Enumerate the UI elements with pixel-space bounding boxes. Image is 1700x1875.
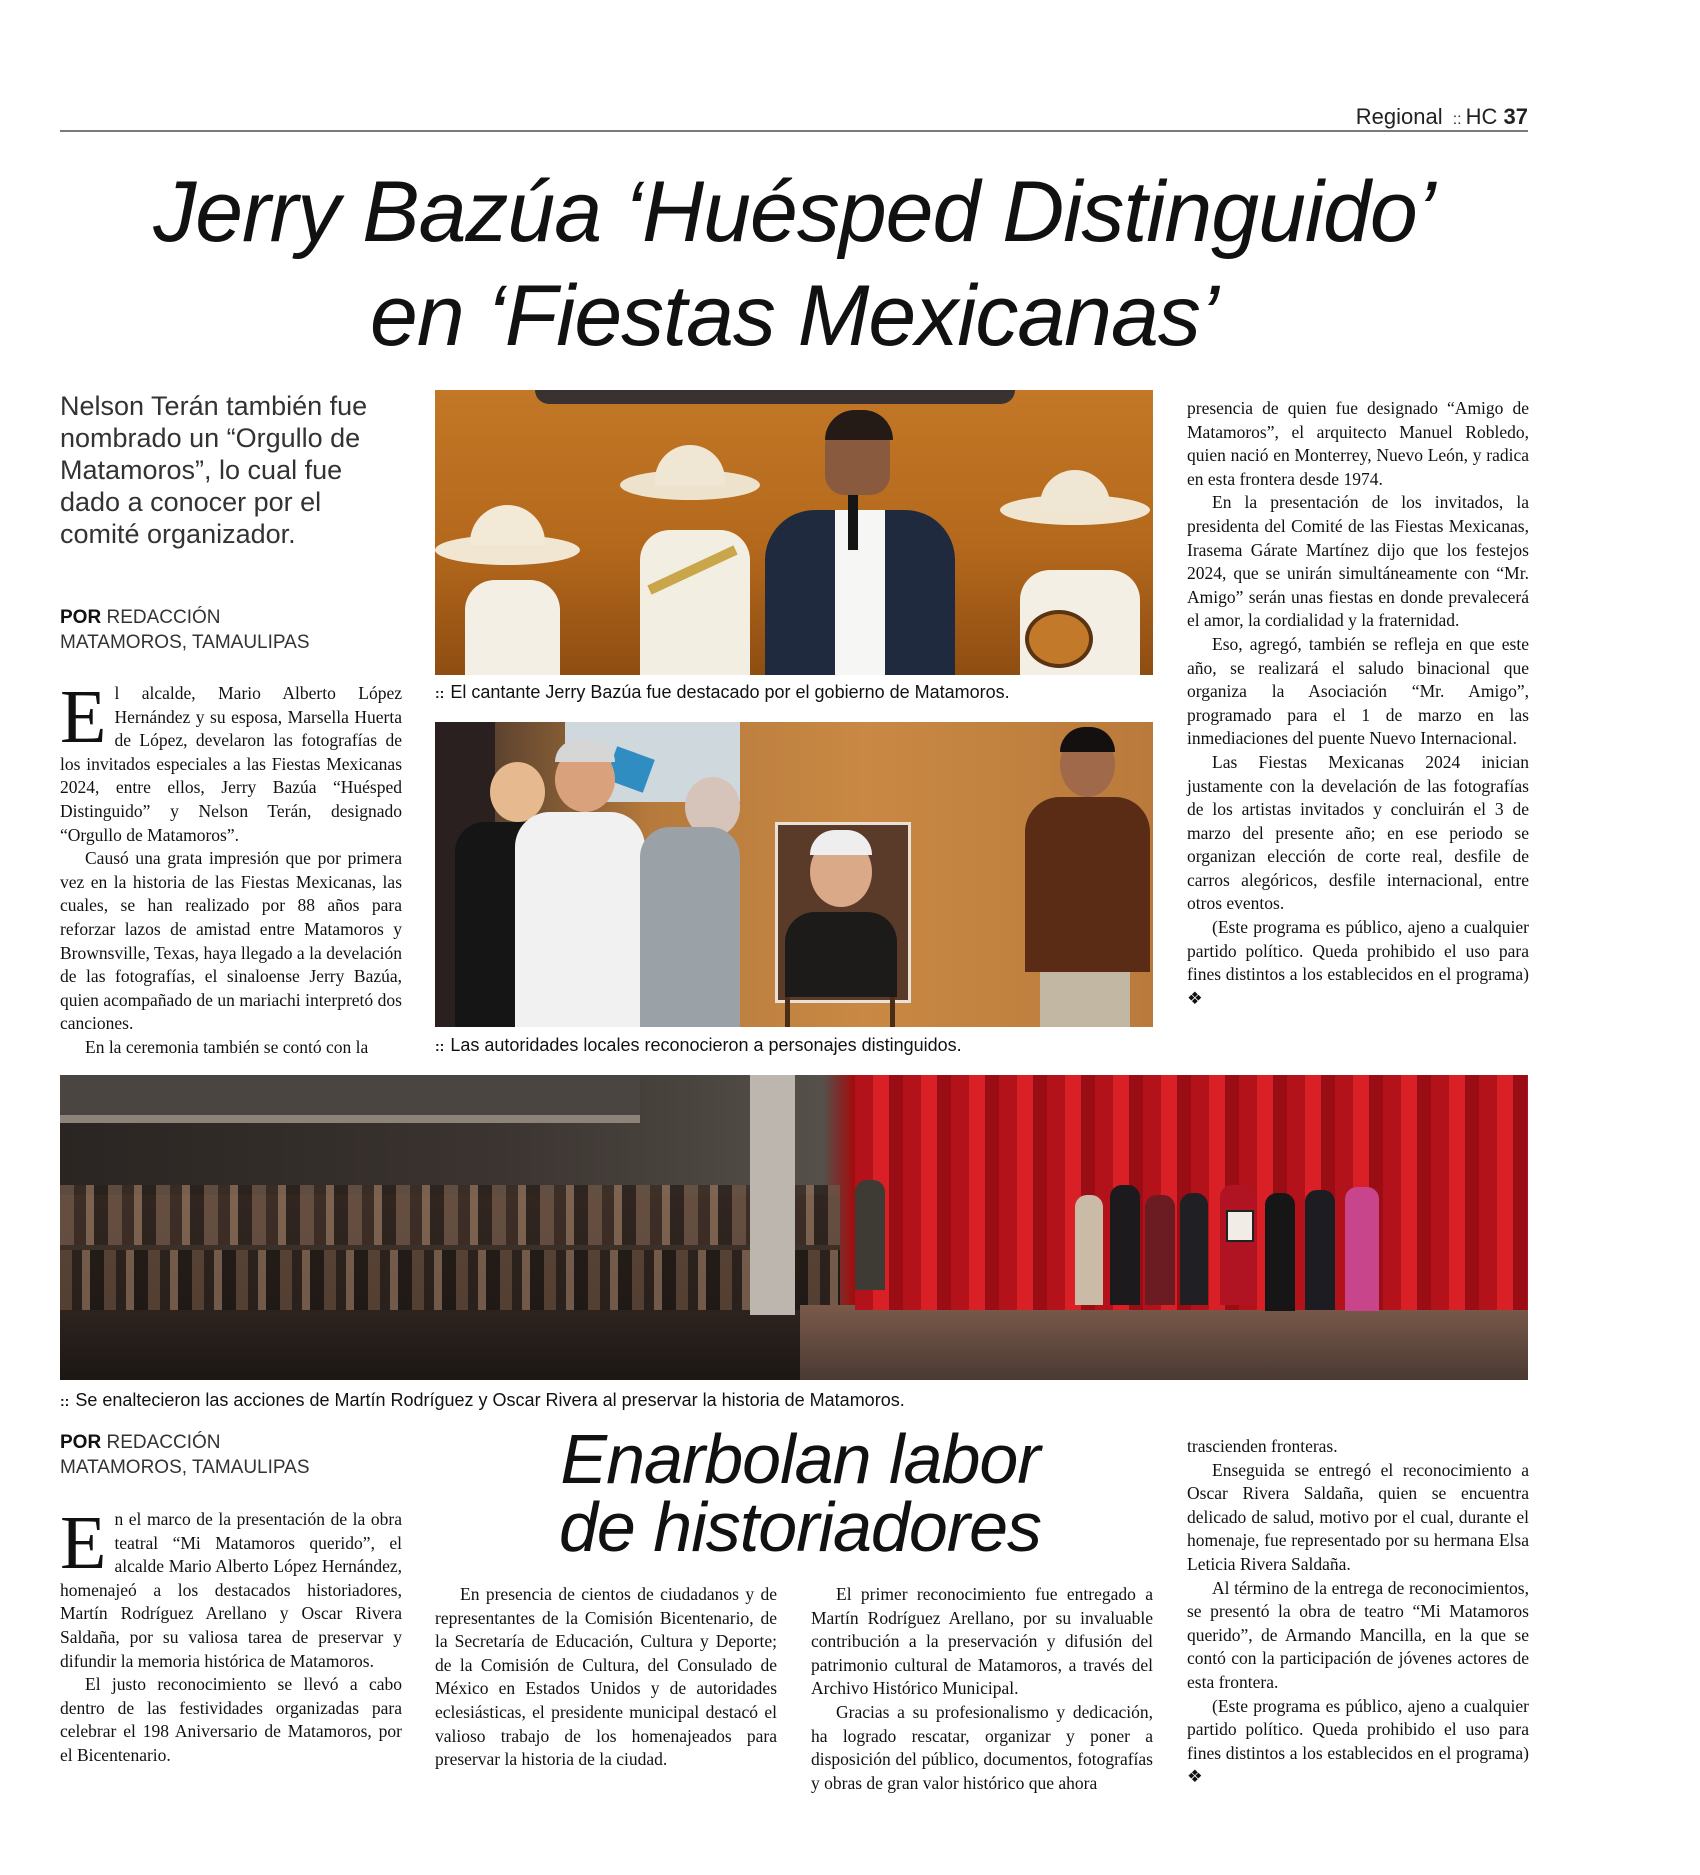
byline-location: MATAMOROS, TAMAULIPAS bbox=[60, 1457, 310, 1478]
byline-por: POR bbox=[60, 1432, 102, 1453]
article2-column-4 bbox=[1187, 1435, 1529, 1789]
article1-paragraph: (Este programa es público, ajeno a cualquier partido político. Queda prohibido el uso para fines distintos a los establecidos en el programa) ❖ bbox=[1187, 917, 1529, 1008]
byline-por: POR bbox=[60, 607, 102, 628]
caption-marker: :: bbox=[435, 1038, 445, 1054]
dropcap: E bbox=[60, 675, 107, 759]
article2-headline bbox=[470, 1420, 1130, 1566]
article1-headline-line2: en ‘Fiestas Mexicanas’ bbox=[370, 268, 1218, 364]
caption-text: El cantante Jerry Bazúa fue destacado por el gobierno de Matamoros. bbox=[450, 682, 1010, 702]
header-separator: :: bbox=[1452, 111, 1462, 128]
article2-headline-line1: Enarbolan labor bbox=[560, 1420, 1040, 1498]
page-header bbox=[1356, 104, 1528, 130]
photo-portrait-unveiling bbox=[435, 722, 1153, 1027]
photo-caption-3 bbox=[60, 1390, 905, 1411]
article1-paragraph: Eso, agregó, también se refleja en que este año, se realizará el saludo binacional que organiza la Asociación “Mr. Amigo”, programado para el 1 de marzo en las inmediaciones del puente Nuevo Internacional. bbox=[1187, 633, 1529, 749]
article2-paragraph: El justo reconocimiento se llevó a cabo dentro de las festividades organizadas para celebrar el 198 Aniversario de Matamoros, por el Bicentenario. bbox=[60, 1674, 402, 1765]
photo-caption-1 bbox=[435, 682, 1010, 703]
caption-text: Se enaltecieron las acciones de Martín Rodríguez y Oscar Rivera al preservar la historia de Matamoros. bbox=[75, 1390, 905, 1410]
article2-byline bbox=[60, 1430, 310, 1480]
article2-paragraph: Enseguida se entregó el reconocimiento a Oscar Rivera Saldaña, quien se encuentra delicado de salud, motivo por el cual, durante el homenaje, fue representado por su hermana Elsa Leticia Rivera Saldaña. bbox=[1187, 1459, 1529, 1574]
section-name: Regional bbox=[1355, 104, 1443, 129]
article2-column-3 bbox=[811, 1583, 1153, 1795]
article2-paragraph: El primer reconocimiento fue entregado a Martín Rodríguez Arellano, por su invaluable contribución a la preservación y difusión del patrimonio cultural de Matamoros, a través del Archivo Histórico Municipal. bbox=[811, 1584, 1153, 1699]
article1-column-3 bbox=[1187, 397, 1529, 1010]
paper-abbrev: HC bbox=[1465, 104, 1498, 129]
byline-author: REDACCIÓN bbox=[106, 607, 221, 628]
article2-column-2 bbox=[435, 1583, 777, 1772]
dropcap: E bbox=[60, 1501, 107, 1585]
article1-deck: Nelson Terán también fue nombrado un “Orgullo de Matamoros”, lo cual fue dado a conocer por el comité organizador. bbox=[60, 391, 368, 549]
page-number: 37 bbox=[1503, 104, 1528, 129]
article2-headline-line2: de historiadores bbox=[558, 1488, 1042, 1566]
article2-paragraph: En el marco de la presentación de la obra teatral “Mi Matamoros querido”, el alcalde Mario Alberto López Hernández, homenajeó a los destacados historiadores, Martín Rodríguez Arellano y Oscar Rivera Saldaña, por su valiosa tarea de preservar y difundir la memoria histórica de Matamoros. bbox=[60, 1501, 402, 1671]
photo-singer-mariachi bbox=[435, 390, 1153, 675]
article1-paragraph: En la presentación de los invitados, la presidenta del Comité de las Fiestas Mexicanas, Irasema Gárate Martínez dijo que los festejos 2024, que se unirán simultáneamente con “Mr. Amigo” serán unas fiestas en donde prevalecerá el amor, la cordialidad y la fraternidad. bbox=[1187, 492, 1529, 631]
header-rule bbox=[60, 130, 1528, 132]
article2-paragraph: Al término de la entrega de reconocimientos, se presentó la obra de teatro “Mi Matamoros querido”, de Armando Mancilla, en la que se contó con la participación de jóvenes actores de esta frontera. bbox=[1187, 1577, 1529, 1692]
caption-marker: :: bbox=[60, 1393, 70, 1409]
byline-location: MATAMOROS, TAMAULIPAS bbox=[60, 632, 310, 653]
article1-byline bbox=[60, 605, 310, 655]
byline-author: REDACCIÓN bbox=[106, 1432, 221, 1453]
article1-paragraph: En la ceremonia también se contó con la bbox=[85, 1036, 369, 1057]
article2-paragraph: (Este programa es público, ajeno a cualquier partido político. Queda prohibido el uso para fines distintos a los establecidos en el programa) ❖ bbox=[1187, 1695, 1529, 1787]
caption-marker: :: bbox=[435, 685, 445, 701]
article1-paragraph: Las Fiestas Mexicanas 2024 inician justamente con la develación de las fotografías de los artistas invitados y concluirán el 3 de marzo del presente año; en ese periodo se organizan elección de corte real, desfile de carros alegóricos, desfile internacional, entre otros eventos. bbox=[1187, 751, 1529, 914]
photo-theater-ceremony bbox=[60, 1075, 1528, 1380]
article1-paragraph: presencia de quien fue designado “Amigo de Matamoros”, el arquitecto Manuel Robledo, quien nació en Monterrey, Nuevo León, y radica en esta frontera desde 1974. bbox=[1187, 398, 1529, 489]
article1-headline bbox=[60, 160, 1528, 368]
article2-paragraph: En presencia de cientos de ciudadanos y de representantes de la Comisión Bicentenario, de la Secretaría de Educación, Cultura y Deporte; de la Comisión de Cultura, del Consulado de México en Estados Unidos y de autoridades eclesiásticas, el presidente municipal destacó el valioso trabajo de los homenajeados para preservar la historia de la ciudad. bbox=[435, 1584, 777, 1770]
article1-paragraph: Causó una grata impresión que por primera vez en la historia de las Fiestas Mexicanas, las cuales, se han realizado por 88 años para reforzar lazos de amistad entre Matamoros y Brownsville, Texas, haya llegado a la develación de las fotografías, el sinaloense Jerry Bazúa, quien acompañado de un mariachi interpretó dos canciones. bbox=[60, 848, 402, 1034]
article1-headline-line1: Jerry Bazúa ‘Huésped Distinguido’ bbox=[153, 164, 1435, 260]
article1-paragraph: El alcalde, Mario Alberto López Hernández y su esposa, Marsella Huerta de López, develaron las fotografías de los invitados especiales a las Fiestas Mexicanas 2024, entre ellos, Jerry Bazúa “Huésped Distinguido” y Nelson Terán, designado “Orgullo de Matamoros”. bbox=[60, 675, 402, 845]
article2-paragraph: Gracias a su profesionalismo y dedicación, ha logrado rescatar, organizar y poner a disposición del público, documentos, fotografías y obras de gran valor histórico que ahora bbox=[811, 1701, 1153, 1793]
article2-column-1 bbox=[60, 1501, 402, 1768]
article2-paragraph: trascienden fronteras. bbox=[1187, 1436, 1338, 1456]
article1-column-1 bbox=[60, 675, 402, 1060]
caption-text: Las autoridades locales reconocieron a personajes distinguidos. bbox=[450, 1035, 962, 1055]
photo-caption-2 bbox=[435, 1035, 962, 1056]
